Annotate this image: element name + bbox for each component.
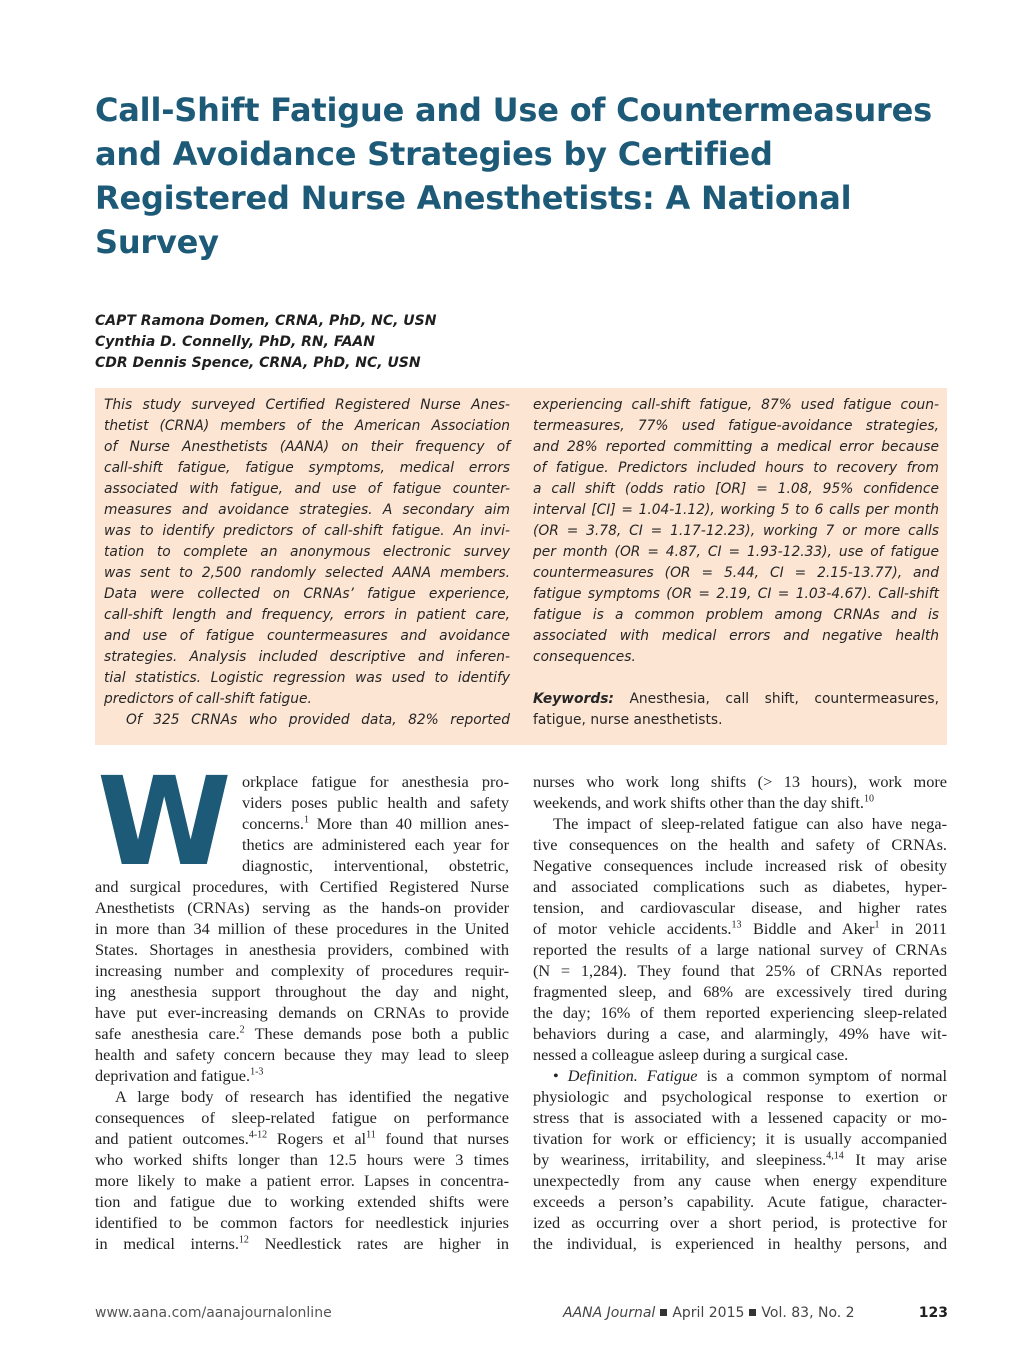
body-line: tivation for work or efficiency; it is usually accompanied — [533, 1129, 947, 1148]
body-text: More than 40 million anes- — [308, 814, 509, 833]
body-line: stress that is associated with a lessened capacity or mo- — [533, 1108, 947, 1127]
keywords-label: Keywords: — [533, 691, 614, 707]
article-title — [95, 88, 945, 264]
abstract-line: (OR = 3.78, CI = 1.17-12.23), working 7 or more calls — [533, 523, 939, 539]
abstract-right-column — [533, 395, 939, 731]
body-line: A large body of research has identified the negative — [115, 1087, 509, 1106]
body-line: physiologic and psychological response to exertion or — [533, 1087, 947, 1106]
author: CDR Dennis Spence, CRNA, PhD, NC, USN — [95, 355, 421, 371]
body-line: tive consequences on the health and safety of CRNAs. — [533, 835, 947, 854]
author: Cynthia D. Connelly, PhD, RN, FAAN — [95, 334, 375, 350]
body-line: viders poses public health and safety — [242, 793, 509, 812]
body-line: tension, and cardiovascular disease, and higher rates — [533, 898, 947, 917]
citation: 11 — [366, 1129, 376, 1141]
body-line: Negative consequences include increased risk of obesity — [533, 856, 947, 875]
body-line: orkplace fatigue for anesthesia pro- — [242, 772, 509, 791]
abstract-line: interval [CI] = 1.04-1.12), working 5 to 6 calls per month — [533, 502, 939, 518]
footer-url[interactable]: www.aana.com/aanajournalonline — [95, 1305, 332, 1321]
abstract-line: fatigue symptoms (OR = 2.19, CI = 1.03-4.67). Call-shift — [533, 586, 939, 602]
body-line: behaviors during a case, and alarmingly, 49% have wit- — [533, 1024, 947, 1043]
square-bullet-icon — [660, 1309, 667, 1316]
body-line: States. Shortages in anesthesia providers, combined with — [95, 940, 509, 959]
body-line: identified to be common factors for needlestick injuries — [95, 1213, 509, 1232]
citation: 4-12 — [248, 1129, 268, 1141]
abstract-line: of Nurse Anesthetists (AANA) on their frequency of — [104, 439, 510, 455]
body-text: and patient outcomes. — [95, 1129, 249, 1148]
title-line: Registered Nurse Anesthetists: A National — [95, 179, 852, 217]
abstract-line: and 28% reported committing a medical error because — [533, 439, 939, 455]
abstract-spacer — [533, 668, 939, 689]
abstract-line: tial statistics. Logistic regression was used to identify — [104, 670, 510, 686]
body-text: in 2011 — [879, 919, 948, 938]
body-line: diagnostic, interventional, obstetric, — [242, 856, 509, 875]
body-line — [533, 1065, 947, 1086]
abstract-line: strategies. Analysis included descriptive and inferen- — [104, 649, 510, 665]
body-line: reported the results of a large national survey of CRNAs — [533, 940, 947, 959]
drop-cap: W — [97, 751, 228, 893]
abstract-line: experiencing call-shift fatigue, 87% used fatigue coun- — [533, 397, 939, 413]
body-line: exceeds a person’s capability. Acute fatigue, character- — [533, 1192, 947, 1211]
abstract-left-column — [104, 395, 510, 731]
keywords-line: fatigue, nurse anesthetists. — [533, 712, 723, 728]
body-line: thetics are administered each year for — [242, 835, 509, 854]
citation: 1 — [303, 814, 309, 826]
body-line: have put ever-increasing demands on CRNAs to provide — [95, 1003, 509, 1022]
body-line: fragmented sleep, and 68% are excessively tired during — [533, 982, 947, 1001]
body-line — [533, 918, 947, 939]
abstract-line: tation to complete an anonymous electronic survey — [104, 544, 510, 560]
citation: 12 — [238, 1234, 249, 1246]
abstract-line: Of 325 CRNAs who provided data, 82% reported — [126, 712, 510, 728]
body-line: (N = 1,284). They found that 25% of CRNAs reported — [533, 961, 947, 980]
body-right-column — [533, 771, 947, 1254]
footer-citation — [563, 1305, 948, 1321]
body-line: nurses who work long shifts (> 13 hours), work more — [533, 772, 947, 791]
body-text: of motor vehicle accidents. — [533, 919, 732, 938]
abstract-line: call-shift length and frequency, errors in patient care, — [104, 607, 510, 623]
body-line: ized as occurring over a short period, is protective for — [533, 1213, 947, 1232]
body-text: found that nurses — [375, 1129, 510, 1148]
body-text: Rogers et al — [267, 1129, 367, 1148]
body-line — [95, 1128, 509, 1149]
title-line: and Avoidance Strategies by Certified — [95, 135, 773, 173]
body-line — [95, 813, 509, 834]
abstract-line: fatigue is a common problem among CRNAs and is — [533, 607, 939, 623]
body-text: by weariness, irritability, and sleepiness. — [533, 1150, 827, 1169]
citation: 10 — [863, 793, 874, 805]
citation: 1-3 — [250, 1066, 264, 1078]
body-text: concerns. — [242, 814, 304, 833]
abstract-line: This study surveyed Certified Registered Nurse Anes- — [104, 397, 510, 413]
square-bullet-icon — [749, 1309, 756, 1316]
body-line: and surgical procedures, with Certified Registered Nurse — [95, 877, 509, 896]
footer-journal: AANA Journal — [563, 1305, 656, 1321]
abstract-line: measures and avoidance strategies. A secondary aim — [104, 502, 510, 518]
body-line — [95, 1023, 509, 1044]
section-heading: Definition. — [567, 1066, 638, 1085]
abstract-line: call-shift fatigue, fatigue symptoms, medical errors — [104, 460, 510, 476]
abstract-line: was sent to 2,500 randomly selected AANA members. — [104, 565, 510, 581]
body-line: ing anesthesia support throughout the day and night, — [95, 982, 509, 1001]
abstract-line: associated with medical errors and negative health — [533, 628, 939, 644]
author-list — [95, 311, 695, 374]
body-text: Biddle and Aker — [741, 919, 875, 938]
title-line: Survey — [95, 223, 219, 261]
abstract-line: countermeasures (OR = 5.44, CI = 2.15-13.77), and — [533, 565, 939, 581]
citation: 4,14 — [826, 1150, 844, 1162]
body-text: in medical interns. — [95, 1234, 239, 1253]
body-line — [533, 1149, 947, 1170]
abstract-line: a call shift (odds ratio [OR] = 1.08, 95% confidence — [533, 481, 939, 497]
footer-volume: Vol. 83, No. 2 — [761, 1305, 855, 1321]
body-line — [95, 1065, 509, 1086]
body-line: The impact of sleep-related fatigue can also have nega- — [553, 814, 947, 833]
body-line — [95, 1233, 509, 1254]
footer-date: April 2015 — [672, 1305, 745, 1321]
abstract-line: was to identify predictors of call-shift fatigue. An invi- — [104, 523, 510, 539]
author: CAPT Ramona Domen, CRNA, PhD, NC, USN — [95, 313, 437, 329]
body-line: the day; 16% of them reported experiencing sleep-related — [533, 1003, 947, 1022]
body-line: nessed a colleague asleep during a surgical case. — [533, 1045, 849, 1064]
body-line: tion and fatigue due to working extended shifts were — [95, 1192, 509, 1211]
body-line: unexpectedly from any cause when energy expenditure — [533, 1171, 947, 1190]
body-line: the individual, is experienced in healthy persons, and — [533, 1234, 947, 1253]
defined-term: Fatigue — [646, 1066, 698, 1085]
body-text: Needlestick rates are higher in — [248, 1234, 509, 1253]
body-text: deprivation and fatigue. — [95, 1066, 251, 1085]
body-text: is a common symptom of normal — [697, 1066, 947, 1085]
abstract-line: thetist (CRNA) members of the American Association — [104, 418, 510, 434]
citation: 1 — [874, 919, 880, 931]
body-text: weekends, and work shifts other than the day shift. — [533, 793, 864, 812]
body-line: Anesthetists (CRNAs) serving as the hands-on provider — [95, 898, 509, 917]
title-line: Call-Shift Fatigue and Use of Countermeasures — [95, 91, 932, 129]
abstract-line: of fatigue. Predictors included hours to recovery from — [533, 460, 939, 476]
bullet: • — [553, 1066, 559, 1085]
citation: 13 — [731, 919, 742, 931]
body-line: who worked shifts longer than 12.5 hours were 3 times — [95, 1150, 509, 1169]
keywords-line — [533, 689, 939, 710]
body-text: safe anesthesia care. — [95, 1024, 240, 1043]
body-text: It may arise — [843, 1150, 948, 1169]
body-text: These demands pose both a public — [244, 1024, 509, 1043]
abstract-line: Data were collected on CRNAs’ fatigue experience, — [104, 586, 510, 602]
abstract-line: associated with fatigue, and use of fatigue counter- — [104, 481, 510, 497]
body-line: health and safety concern because they may lead to sleep — [95, 1045, 509, 1064]
body-line: consequences of sleep-related fatigue on performance — [95, 1108, 509, 1127]
abstract-line: consequences. — [533, 649, 636, 665]
body-line: and associated complications such as diabetes, hyper- — [533, 877, 947, 896]
keywords-text: Anesthesia, call shift, countermeasures, — [629, 691, 939, 707]
abstract-line: per month (OR = 4.87, CI = 1.93-12.33), use of fatigue — [533, 544, 939, 560]
page-number: 123 — [918, 1305, 948, 1321]
abstract-box — [95, 388, 947, 745]
body-line: increasing number and complexity of procedures requir- — [95, 961, 509, 980]
body-line — [533, 792, 947, 813]
body-line: more likely to make a patient error. Lapses in concentra- — [95, 1171, 509, 1190]
body-left-column — [95, 771, 509, 1254]
citation: 2 — [239, 1024, 245, 1036]
abstract-line: termeasures, 77% used fatigue-avoidance strategies, — [533, 418, 939, 434]
abstract-line: predictors of call-shift fatigue. — [104, 691, 312, 707]
abstract-line: and use of fatigue countermeasures and avoidance — [104, 628, 510, 644]
body-line: in more than 34 million of these procedures in the United — [95, 919, 509, 938]
